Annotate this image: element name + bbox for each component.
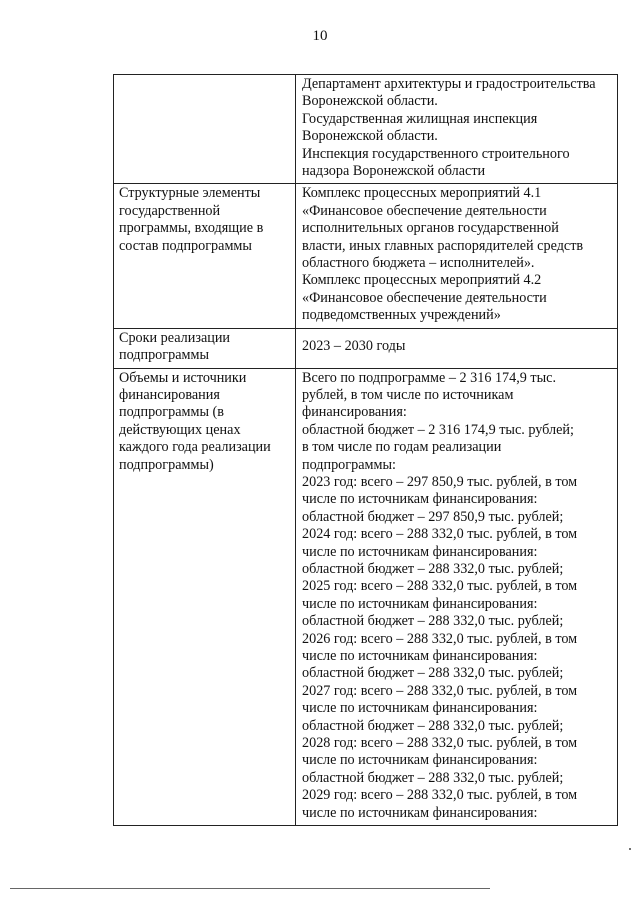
timeline-label-cell (114, 328, 296, 368)
passport-table (113, 74, 618, 826)
text-line: Комплекс процессных мероприятий 4.1 (302, 185, 542, 202)
text-line: подпрограммы (в (119, 404, 224, 421)
text-line: областной бюджет – 2 316 174,9 тыс. рублей; (302, 421, 574, 438)
funding-value-cell (296, 368, 618, 826)
table-row-executors (114, 75, 618, 184)
text-line: 2028 год: всего – 288 332,0 тыс. рублей, в том (302, 735, 578, 752)
timeline-value-cell (296, 328, 618, 368)
text-line: 2029 год: всего – 288 332,0 тыс. рублей, в том (302, 787, 578, 804)
text-line: исполнительных органов государственной (302, 220, 559, 237)
text-line: числе по источникам финансирования: (302, 648, 538, 664)
text-line: каждого года реализации (119, 439, 271, 456)
text-line: Инспекция государственного строительного (302, 145, 570, 162)
text-line: числе по источникам финансирования: (302, 700, 538, 717)
text-line: действующих ценах (119, 421, 241, 438)
text-line: Воронежской области. (302, 128, 438, 145)
text-line: Структурные элементы (119, 185, 261, 202)
text-line: рублей, в том числе по источникам (302, 386, 514, 403)
text-line: Комплекс процессных мероприятий 4.2 (302, 272, 542, 289)
text-line: 2026 год: всего – 288 332,0 тыс. рублей, в том (302, 630, 578, 647)
text-line: подпрограммы: (302, 456, 396, 473)
text-line: финансирования (119, 386, 220, 403)
text-line: числе по источникам финансирования: (302, 804, 538, 821)
text-line: подпрограммы (119, 347, 209, 364)
table-row-timeline (114, 328, 618, 368)
text-line: «Финансовое обеспечение деятельности (302, 289, 547, 306)
text-line: областного бюджета – исполнителей». (302, 255, 535, 272)
text-line: программы, входящие в (119, 220, 264, 237)
text-line: числе по источникам финансирования: (302, 491, 538, 508)
structural-elements-label-cell (114, 184, 296, 328)
text-line: Государственная жилищная инспекция (302, 110, 538, 127)
text-line: числе по источникам финансирования: (302, 752, 538, 769)
text-line: подведомственных учреждений» (302, 307, 501, 324)
text-line: областной бюджет – 288 332,0 тыс. рублей; (302, 665, 564, 682)
text-line: Всего по подпрограмме – 2 316 174,9 тыс. (302, 369, 557, 386)
text-line: числе по источникам финансирования: (302, 543, 538, 560)
text-line: «Финансовое обеспечение деятельности (302, 202, 547, 219)
text-line: государственной (119, 202, 221, 219)
margin-dot (629, 848, 631, 850)
funding-label-cell (114, 368, 296, 826)
text-line: Департамент архитектуры и градостроительства (302, 76, 596, 92)
text-line: 2025 год: всего – 288 332,0 тыс. рублей, в том (302, 578, 578, 595)
text-line: подпрограммы) (119, 456, 214, 473)
text-line: финансирования: (302, 404, 407, 421)
text-line: 2023 год: всего – 297 850,9 тыс. рублей, в том (302, 473, 578, 490)
text-line: 2027 год: всего – 288 332,0 тыс. рублей, в том (302, 682, 578, 699)
text-line: областной бюджет – 288 332,0 тыс. рублей; (302, 717, 564, 734)
text-line: Сроки реализации (119, 329, 231, 346)
text-line: Воронежской области. (302, 93, 438, 110)
bottom-scan-line (10, 888, 490, 889)
text-line: состав подпрограммы (119, 237, 252, 254)
executors-label-cell (114, 75, 296, 184)
text-line: Объемы и источники (119, 369, 247, 386)
structural-elements-value-cell (296, 184, 618, 328)
text-line: 2024 год: всего – 288 332,0 тыс. рублей, в том (302, 526, 578, 543)
text-line: власти, иных главных распорядителей средств (302, 237, 584, 254)
text-line: числе по источникам финансирования: (302, 595, 538, 612)
text-line: областной бюджет – 288 332,0 тыс. рублей; (302, 613, 564, 630)
text-line: в том числе по годам реализации (302, 439, 502, 456)
text-line: 2023 – 2030 годы (302, 338, 406, 355)
table-row-structural-elements (114, 184, 618, 328)
page-number: 10 (312, 28, 328, 44)
table-row-funding (114, 368, 618, 826)
text-line: областной бюджет – 288 332,0 тыс. рублей; (302, 769, 564, 786)
text-line: областной бюджет – 288 332,0 тыс. рублей; (302, 560, 564, 577)
text-line: надзора Воронежской области (302, 163, 486, 180)
executors-value-cell (296, 75, 618, 184)
text-line: областной бюджет – 297 850,9 тыс. рублей; (302, 508, 564, 525)
